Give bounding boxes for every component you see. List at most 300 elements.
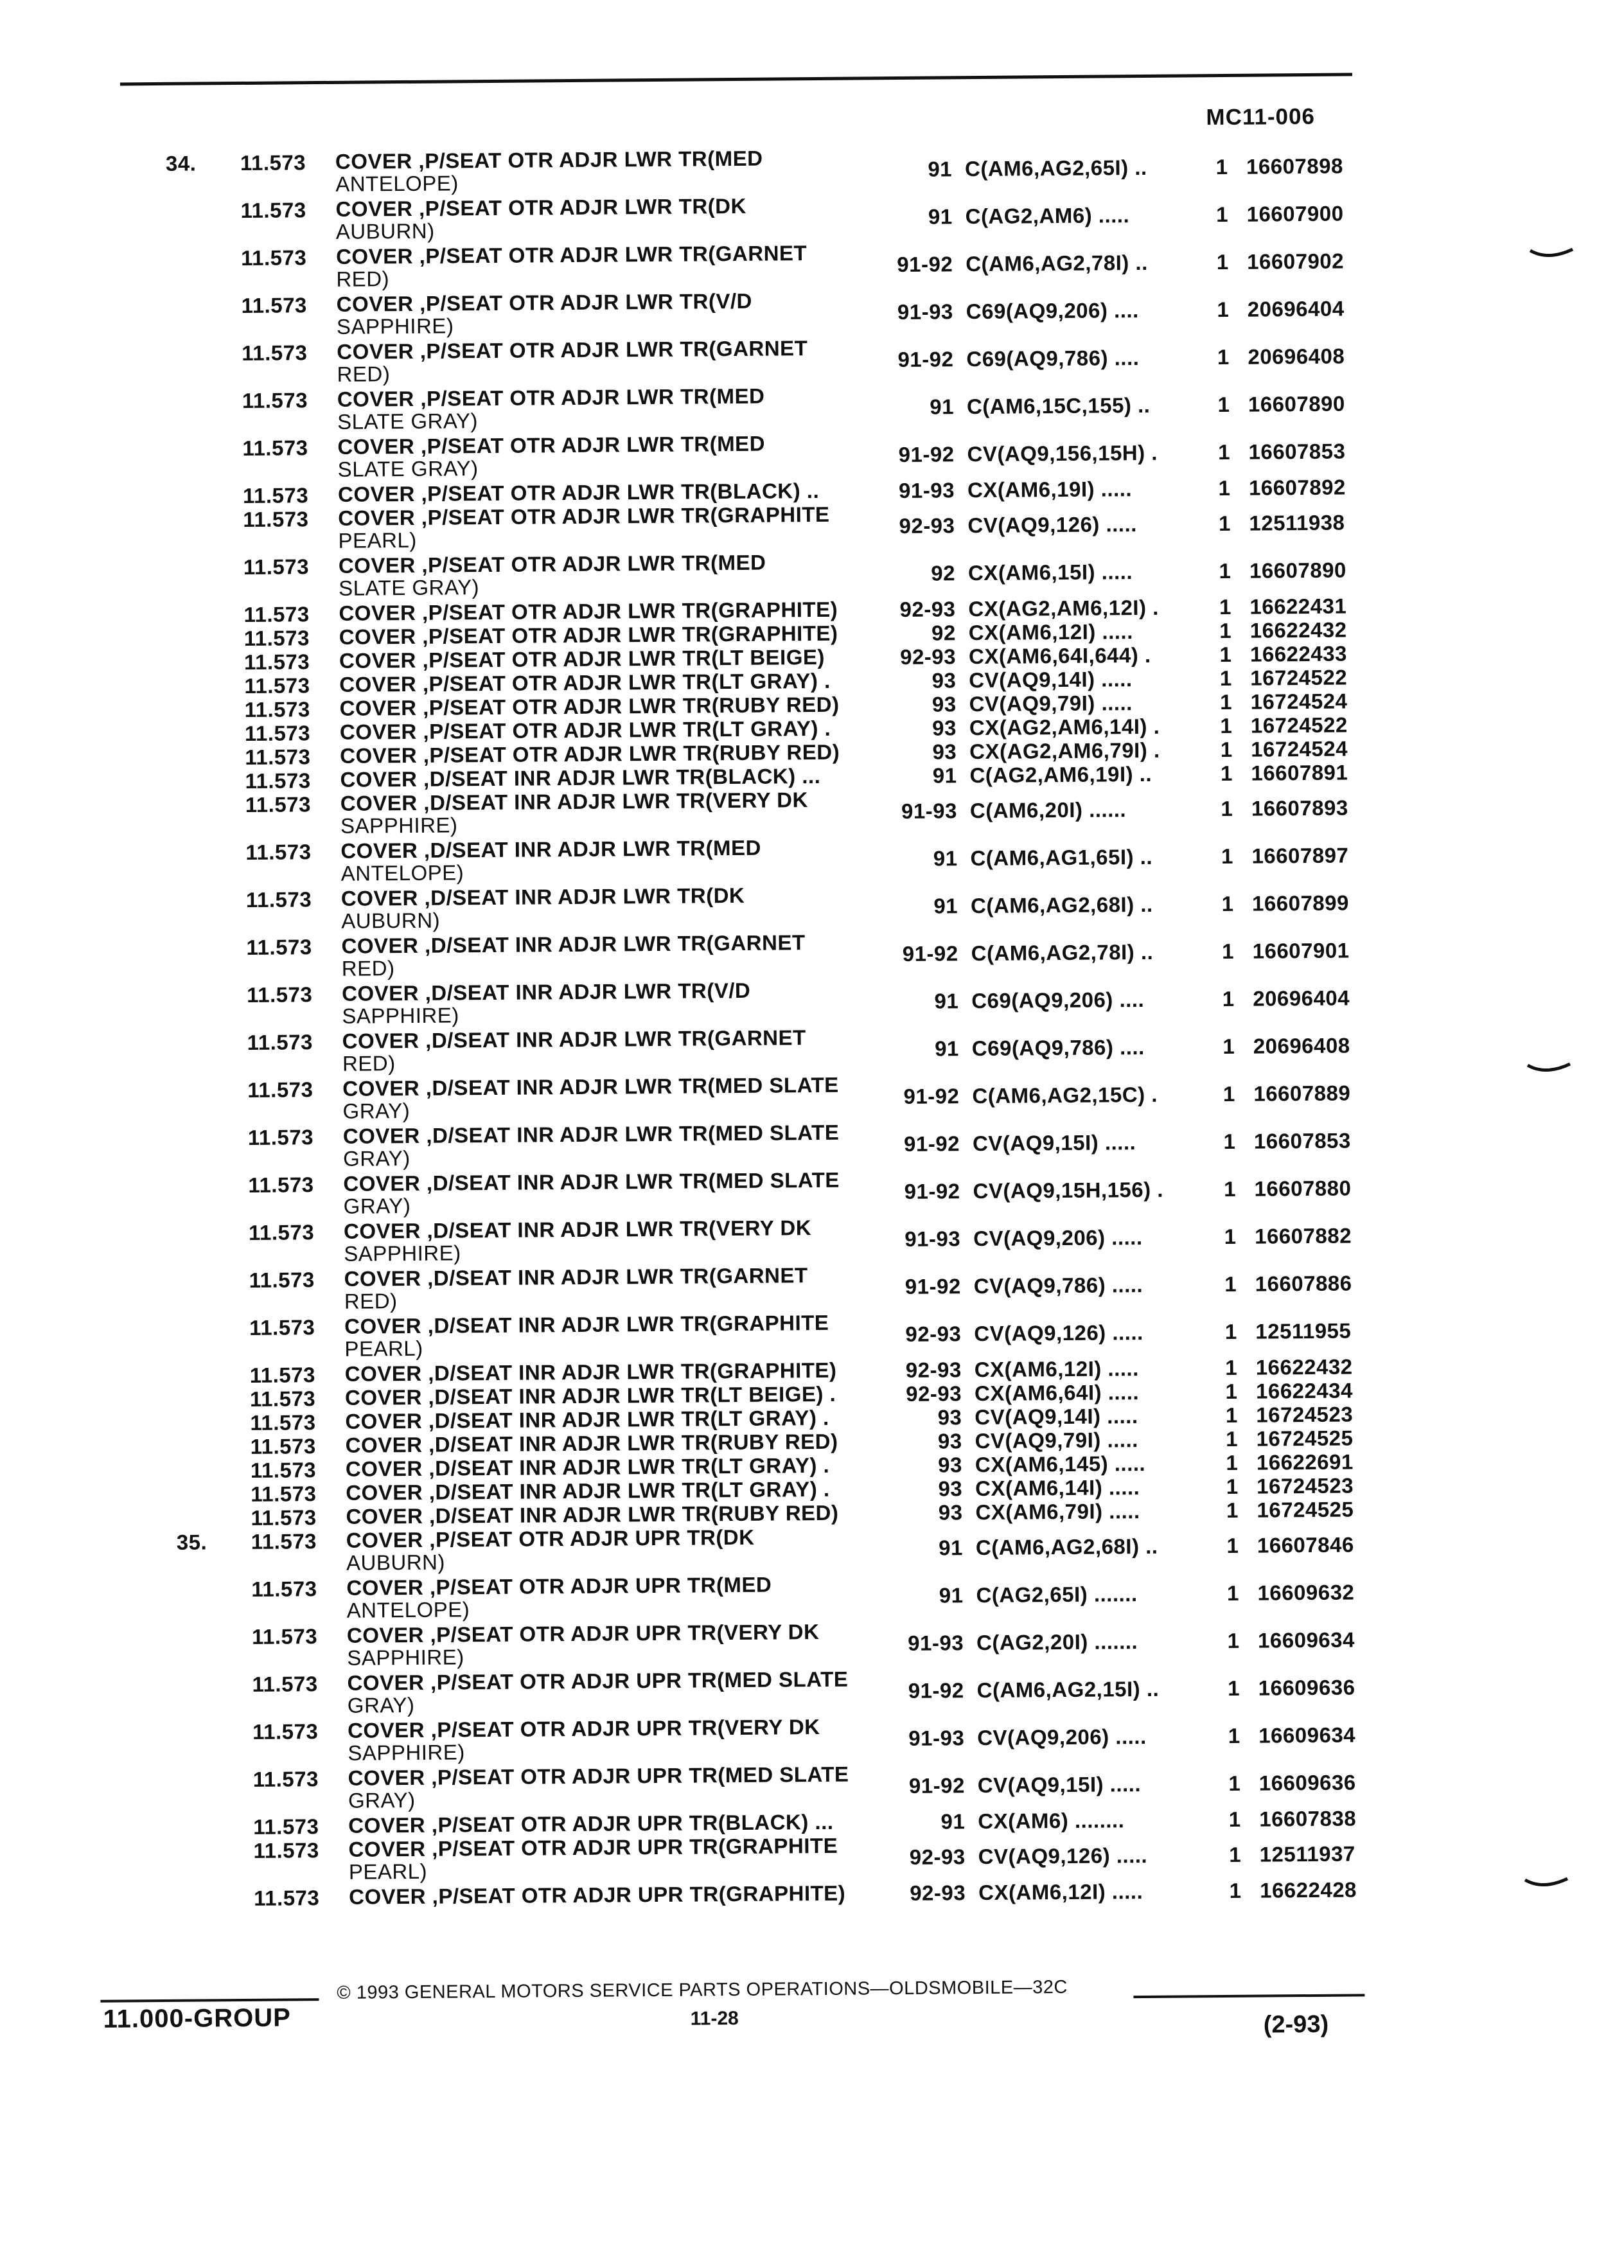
description-line-1: COVER ,P/SEAT OTR ADJR LWR TR(RUBY RED) bbox=[340, 740, 840, 768]
model-year: 91-92 bbox=[908, 1773, 965, 1798]
description-line-1: COVER ,D/SEAT INR ADJR LWR TR(GARNET bbox=[341, 930, 806, 958]
description-line-2: GRAY) bbox=[342, 1146, 410, 1171]
model-usage: CV(AQ9,14I) ..... bbox=[975, 1404, 1138, 1430]
part-description bbox=[339, 693, 866, 719]
model-usage: CV(AQ9,126) ..... bbox=[967, 512, 1137, 538]
description-line-1: COVER ,D/SEAT INR ADJR LWR TR(MED SLATE bbox=[343, 1167, 840, 1196]
part-number: 16724525 bbox=[1256, 1426, 1354, 1451]
quantity: 1 bbox=[1227, 1628, 1240, 1652]
part-number: 16607897 bbox=[1251, 843, 1349, 868]
model-year: 93 bbox=[937, 1405, 962, 1430]
model-usage: CV(AQ9,206) ..... bbox=[977, 1724, 1147, 1750]
part-description bbox=[346, 1525, 874, 1573]
model-year: 91 bbox=[928, 157, 953, 181]
quantity: 1 bbox=[1226, 1533, 1239, 1558]
model-usage: CX(AG2,AM6,14I) . bbox=[969, 714, 1160, 740]
model-year: 93 bbox=[932, 716, 957, 740]
group-number: 11.573 bbox=[251, 1624, 318, 1649]
group-number: 11.573 bbox=[245, 768, 311, 793]
part-number: 16607838 bbox=[1259, 1806, 1357, 1831]
part-description bbox=[346, 1430, 872, 1456]
model-year: 91 bbox=[932, 763, 957, 788]
model-year: 91-92 bbox=[903, 1131, 960, 1156]
part-number: 16607886 bbox=[1255, 1271, 1352, 1296]
part-description bbox=[344, 1263, 871, 1312]
group-number: 11.573 bbox=[243, 602, 310, 626]
model-usage: CX(AM6,64I) ..... bbox=[974, 1380, 1140, 1406]
description-line-1: COVER ,P/SEAT OTR ADJR UPR TR(MED SLATE bbox=[348, 1762, 849, 1790]
quantity: 1 bbox=[1222, 986, 1235, 1011]
part-description bbox=[346, 1453, 872, 1480]
model-year: 91-93 bbox=[908, 1631, 964, 1655]
model-year: 91-92 bbox=[904, 1179, 960, 1203]
group-number: 11.573 bbox=[244, 697, 310, 722]
model-usage: C(AM6,AG2,78I) .. bbox=[966, 250, 1148, 276]
group-number: 11.573 bbox=[253, 1838, 319, 1863]
group-number: 11.573 bbox=[250, 1458, 317, 1482]
part-description bbox=[344, 1311, 872, 1360]
quantity: 1 bbox=[1228, 1807, 1241, 1831]
description-line-2: RED) bbox=[337, 362, 391, 386]
description-line-1: COVER ,D/SEAT INR ADJR LWR TR(MED SLATE bbox=[342, 1072, 839, 1101]
part-description bbox=[343, 1121, 870, 1169]
group-number: 11.573 bbox=[245, 887, 312, 912]
group-number: 11.573 bbox=[240, 150, 306, 175]
part-number: 16607901 bbox=[1252, 938, 1350, 963]
model-year: 91-92 bbox=[905, 1274, 961, 1298]
model-usage: CX(AM6,15I) ..... bbox=[967, 560, 1133, 585]
part-number: 16607899 bbox=[1251, 890, 1350, 916]
part-number: 16609634 bbox=[1258, 1723, 1356, 1748]
model-year: 92-93 bbox=[910, 1881, 966, 1905]
part-description bbox=[339, 621, 866, 648]
part-number: 16724525 bbox=[1257, 1497, 1354, 1522]
model-year: 93 bbox=[931, 668, 957, 693]
part-description bbox=[346, 1572, 874, 1621]
model-year: 93 bbox=[932, 740, 957, 764]
description-line-1: COVER ,D/SEAT INR ADJR LWR TR(DK bbox=[340, 883, 745, 910]
description-line-1: COVER ,P/SEAT OTR ADJR UPR TR(VERY DK bbox=[346, 1619, 820, 1647]
model-usage: C(AG2,65I) ....... bbox=[976, 1582, 1138, 1608]
quantity: 1 bbox=[1226, 1474, 1239, 1499]
description-line-2: RED) bbox=[342, 1051, 396, 1076]
part-number: 16724522 bbox=[1250, 713, 1348, 738]
description-line-1: COVER ,P/SEAT OTR ADJR LWR TR(LT GRAY) . bbox=[339, 668, 831, 696]
part-description bbox=[348, 1762, 876, 1811]
model-usage: CV(AQ9,786) ..... bbox=[973, 1273, 1143, 1298]
model-year: 92-93 bbox=[899, 644, 957, 669]
part-number: 16622432 bbox=[1249, 617, 1347, 642]
model-year: 93 bbox=[938, 1476, 963, 1501]
model-year: 92 bbox=[931, 621, 956, 645]
part-number: 16607882 bbox=[1254, 1223, 1352, 1248]
model-usage: C69(AQ9,206) .... bbox=[966, 298, 1139, 324]
description-line-1: COVER ,D/SEAT INR ADJR LWR TR(MED SLATE bbox=[342, 1120, 840, 1148]
quantity: 1 bbox=[1221, 796, 1233, 821]
description-line-1: COVER ,P/SEAT OTR ADJR LWR TR(MED bbox=[335, 146, 763, 173]
part-number: 16622433 bbox=[1249, 641, 1347, 666]
description-line-2: AUBURN) bbox=[346, 1550, 446, 1575]
reference-number: 35. bbox=[176, 1530, 207, 1554]
part-number: 12511938 bbox=[1249, 510, 1345, 535]
model-usage: CX(AM6,79I) ..... bbox=[975, 1499, 1140, 1525]
group-number: 11.573 bbox=[249, 1363, 316, 1387]
part-number: 16607891 bbox=[1251, 760, 1348, 785]
description-line-2: AUBURN) bbox=[335, 218, 435, 244]
part-number: 16622434 bbox=[1255, 1378, 1353, 1403]
group-number: 11.573 bbox=[251, 1482, 317, 1506]
part-description bbox=[342, 1073, 870, 1122]
model-usage: CV(AQ9,206) ..... bbox=[973, 1225, 1143, 1251]
description-line-1: COVER ,D/SEAT INR ADJR LWR TR(V/D bbox=[341, 978, 751, 1006]
part-number: 16607902 bbox=[1247, 249, 1345, 274]
description-line-2: PEARL) bbox=[348, 1859, 428, 1884]
description-line-2: SAPPHIRE) bbox=[340, 813, 458, 838]
model-year: 91 bbox=[933, 894, 958, 918]
part-number: 16607900 bbox=[1246, 201, 1344, 226]
part-description bbox=[340, 716, 867, 743]
quantity: 1 bbox=[1226, 1426, 1239, 1451]
quantity: 1 bbox=[1222, 1034, 1235, 1059]
part-number: 16607893 bbox=[1251, 795, 1348, 820]
model-usage: CV(AQ9,79I) ..... bbox=[969, 691, 1133, 716]
model-usage: C(AM6,AG2,15I) .. bbox=[976, 1676, 1160, 1703]
model-year: 92-93 bbox=[899, 513, 955, 538]
group-number: 11.573 bbox=[245, 792, 312, 817]
model-year: 92-93 bbox=[909, 1845, 966, 1869]
part-description bbox=[340, 764, 867, 790]
part-description bbox=[337, 431, 865, 480]
part-number: 16622691 bbox=[1256, 1449, 1354, 1475]
model-year: 91-92 bbox=[898, 442, 955, 466]
group-number: 11.573 bbox=[244, 673, 310, 698]
group-number: 11.573 bbox=[249, 1268, 315, 1292]
description-line-2: GRAY) bbox=[348, 1787, 416, 1812]
quantity: 1 bbox=[1222, 939, 1235, 964]
part-description bbox=[337, 336, 864, 385]
description-line-1: COVER ,P/SEAT OTR ADJR LWR TR(V/D bbox=[336, 288, 753, 316]
group-number: 11.573 bbox=[245, 840, 312, 864]
part-description bbox=[346, 1501, 872, 1527]
model-usage: CX(AM6) ........ bbox=[978, 1808, 1125, 1834]
group-number: 11.573 bbox=[251, 1577, 317, 1601]
description-line-1: COVER ,D/SEAT INR ADJR LWR TR(BLACK) ... bbox=[340, 763, 821, 792]
quantity: 1 bbox=[1223, 1176, 1237, 1201]
model-year: 91-93 bbox=[901, 799, 958, 823]
part-number: 20696408 bbox=[1253, 1033, 1350, 1058]
model-usage: C(AM6,20I) ...... bbox=[969, 797, 1127, 823]
part-description bbox=[336, 241, 863, 290]
part-number: 16609632 bbox=[1257, 1580, 1355, 1605]
model-year: 91 bbox=[933, 846, 958, 871]
group-number: 11.573 bbox=[249, 1315, 315, 1340]
description-line-2: RED) bbox=[341, 956, 395, 980]
description-line-1: COVER ,P/SEAT OTR ADJR LWR TR(MED bbox=[338, 550, 766, 578]
margin-tick-mark-1 bbox=[1529, 247, 1574, 266]
part-description bbox=[347, 1667, 874, 1716]
model-year: 92 bbox=[931, 561, 956, 585]
description-line-2: GRAY) bbox=[347, 1692, 415, 1717]
description-line-1: COVER ,P/SEAT OTR ADJR UPR TR(GRAPHITE) bbox=[349, 1881, 846, 1909]
quantity: 1 bbox=[1221, 844, 1234, 869]
group-number: 11.573 bbox=[246, 982, 313, 1007]
quantity: 1 bbox=[1217, 439, 1231, 465]
model-usage: CV(AQ9,15I) ..... bbox=[977, 1772, 1142, 1798]
quantity: 1 bbox=[1219, 642, 1232, 667]
footer-page-number: 11-28 bbox=[690, 2007, 739, 2030]
description-line-1: COVER ,P/SEAT OTR ADJR LWR TR(RUBY RED) bbox=[339, 692, 840, 720]
part-description bbox=[339, 645, 866, 671]
part-number: 16607890 bbox=[1248, 391, 1345, 416]
description-line-1: COVER ,P/SEAT OTR ADJR LWR TR(GRAPHITE) bbox=[339, 597, 838, 625]
description-line-1: COVER ,D/SEAT INR ADJR LWR TR(LT GRAY) . bbox=[346, 1476, 830, 1505]
quantity: 1 bbox=[1224, 1224, 1237, 1249]
group-number: 11.573 bbox=[244, 721, 311, 745]
part-description bbox=[349, 1881, 876, 1908]
parts-list bbox=[1, 140, 1624, 1912]
description-line-1: COVER ,P/SEAT OTR ADJR LWR TR(GARNET bbox=[335, 241, 808, 269]
model-usage: C(AM6,AG2,68I) .. bbox=[970, 892, 1153, 918]
model-usage: C69(AQ9,786) .... bbox=[966, 346, 1140, 371]
part-description bbox=[343, 1168, 870, 1217]
part-number: 12511955 bbox=[1255, 1318, 1352, 1343]
group-number: 11.573 bbox=[254, 1886, 320, 1910]
model-usage: CX(AM6,12I) ..... bbox=[974, 1356, 1139, 1382]
quantity: 1 bbox=[1218, 475, 1231, 501]
model-year: 93 bbox=[937, 1429, 962, 1453]
model-year: 91-93 bbox=[905, 1227, 961, 1251]
model-year: 93 bbox=[931, 692, 957, 716]
part-description bbox=[344, 1216, 871, 1264]
quantity: 1 bbox=[1225, 1355, 1238, 1380]
part-description bbox=[348, 1834, 876, 1883]
description-line-2: SAPPHIRE) bbox=[348, 1740, 465, 1765]
model-usage: CV(AQ9,79I) ..... bbox=[975, 1428, 1138, 1453]
model-usage: CX(AM6,19I) ..... bbox=[967, 477, 1133, 502]
group-number: 11.573 bbox=[243, 507, 309, 531]
description-line-1: COVER ,D/SEAT INR ADJR LWR TR(GARNET bbox=[342, 1025, 806, 1053]
part-number: 20696408 bbox=[1248, 344, 1345, 369]
description-line-1: COVER ,P/SEAT OTR ADJR UPR TR(MED SLATE bbox=[347, 1667, 849, 1695]
description-line-1: COVER ,D/SEAT INR ADJR LWR TR(RUBY RED) bbox=[346, 1500, 839, 1528]
description-line-1: COVER ,P/SEAT OTR ADJR LWR TR(GRAPHITE bbox=[338, 502, 830, 530]
group-number: 11.573 bbox=[247, 1030, 313, 1054]
description-line-1: COVER ,D/SEAT INR ADJR LWR TR(MED bbox=[340, 835, 762, 863]
model-year: 93 bbox=[938, 1500, 963, 1525]
quantity: 1 bbox=[1222, 1081, 1235, 1106]
model-year: 91 bbox=[940, 1809, 966, 1834]
description-line-2: SLATE GRAY) bbox=[337, 456, 479, 481]
part-description bbox=[339, 669, 866, 695]
quantity: 1 bbox=[1226, 1450, 1239, 1475]
description-line-2: ANTELOPE) bbox=[335, 171, 459, 196]
quantity: 1 bbox=[1217, 392, 1230, 417]
part-description bbox=[339, 550, 866, 599]
description-line-2: PEARL) bbox=[338, 527, 417, 553]
part-description bbox=[345, 1382, 872, 1408]
model-usage: CX(AM6,12I) ..... bbox=[968, 619, 1133, 645]
group-number: 11.573 bbox=[240, 245, 307, 270]
quantity: 1 bbox=[1215, 154, 1228, 179]
group-number: 11.573 bbox=[251, 1505, 317, 1530]
model-usage: CX(AM6,64I,644) . bbox=[968, 642, 1151, 669]
part-description bbox=[347, 1620, 874, 1669]
part-number: 12511937 bbox=[1259, 1841, 1355, 1866]
model-usage: CV(AQ9,126) ..... bbox=[974, 1320, 1143, 1346]
group-number: 11.573 bbox=[252, 1767, 319, 1791]
model-year: 92-93 bbox=[905, 1322, 962, 1346]
part-description bbox=[335, 193, 863, 242]
margin-tick-mark-3 bbox=[1524, 1876, 1569, 1895]
footer-group-label: 11.000-GROUP bbox=[103, 2003, 291, 2033]
description-line-1: COVER ,D/SEAT INR ADJR LWR TR(LT GRAY) . bbox=[345, 1405, 829, 1433]
model-usage: CX(AG2,AM6,79I) . bbox=[969, 738, 1160, 764]
part-description bbox=[345, 1406, 872, 1432]
description-line-1: COVER ,P/SEAT OTR ADJR LWR TR(LT GRAY) . bbox=[339, 716, 831, 744]
quantity: 1 bbox=[1223, 1129, 1236, 1154]
part-number: 16609636 bbox=[1258, 1675, 1355, 1700]
part-description bbox=[348, 1810, 875, 1836]
group-number: 11.573 bbox=[242, 341, 308, 365]
description-line-1: COVER ,P/SEAT OTR ADJR UPR TR(VERY DK bbox=[347, 1714, 820, 1742]
part-description bbox=[340, 835, 868, 884]
model-year: 91-92 bbox=[902, 941, 958, 966]
description-line-2: SAPPHIRE) bbox=[342, 1003, 459, 1028]
quantity: 1 bbox=[1224, 1319, 1237, 1344]
group-number: 11.573 bbox=[253, 1814, 319, 1839]
part-number: 16724524 bbox=[1250, 689, 1348, 714]
quantity: 1 bbox=[1226, 1581, 1240, 1606]
model-year: 92-93 bbox=[905, 1381, 962, 1406]
group-number: 11.573 bbox=[247, 1125, 314, 1149]
description-line-1: COVER ,P/SEAT OTR ADJR LWR TR(BLACK) .. bbox=[337, 478, 820, 506]
description-line-1: COVER ,D/SEAT INR ADJR LWR TR(GRAPHITE) bbox=[344, 1358, 837, 1386]
top-rule bbox=[120, 73, 1352, 85]
group-number: 11.573 bbox=[248, 1173, 314, 1197]
model-usage: CX(AM6,145) ..... bbox=[975, 1451, 1146, 1477]
model-year: 91 bbox=[939, 1583, 964, 1608]
model-usage: CX(AG2,AM6,12I) . bbox=[968, 595, 1159, 621]
part-description bbox=[335, 146, 863, 195]
quantity: 1 bbox=[1224, 1271, 1237, 1297]
group-number: 11.573 bbox=[243, 626, 310, 650]
model-usage: CX(AM6,12I) ..... bbox=[978, 1879, 1143, 1905]
group-number: 11.573 bbox=[245, 745, 311, 769]
model-year: 91 bbox=[930, 394, 955, 419]
model-usage: CV(AQ9,15H,156) . bbox=[973, 1177, 1164, 1203]
group-number: 11.573 bbox=[252, 1719, 319, 1744]
description-line-1: COVER ,P/SEAT OTR ADJR LWR TR(DK bbox=[335, 193, 747, 221]
part-description bbox=[348, 1715, 875, 1764]
part-number: 16607846 bbox=[1257, 1532, 1354, 1557]
description-line-2: SAPPHIRE) bbox=[336, 314, 454, 339]
model-usage: C(AM6,AG2,68I) .. bbox=[975, 1534, 1158, 1560]
model-year: 91-92 bbox=[897, 347, 954, 371]
model-usage: CV(AQ9,14I) ..... bbox=[969, 667, 1133, 693]
description-line-2: GRAY) bbox=[342, 1098, 410, 1123]
description-line-1: COVER ,D/SEAT INR ADJR LWR TR(LT BEIGE) . bbox=[344, 1381, 836, 1410]
quantity: 1 bbox=[1217, 344, 1230, 369]
part-number: 16607853 bbox=[1248, 439, 1346, 464]
group-number: 11.573 bbox=[250, 1410, 316, 1435]
quantity: 1 bbox=[1229, 1842, 1242, 1866]
group-number: 11.573 bbox=[243, 650, 310, 674]
description-line-1: COVER ,P/SEAT OTR ADJR LWR TR(LT BEIGE) bbox=[339, 644, 825, 673]
description-line-2: ANTELOPE) bbox=[346, 1597, 470, 1622]
model-usage: C69(AQ9,786) .... bbox=[971, 1034, 1145, 1061]
description-line-2: RED) bbox=[336, 267, 390, 291]
quantity: 1 bbox=[1221, 891, 1234, 916]
part-description bbox=[346, 1477, 872, 1503]
model-year: 92-93 bbox=[905, 1358, 962, 1382]
footer-rule-left bbox=[100, 1998, 319, 2003]
part-number: 16724523 bbox=[1256, 1402, 1354, 1427]
description-line-1: COVER ,P/SEAT OTR ADJR LWR TR(MED bbox=[337, 384, 765, 411]
quantity: 1 bbox=[1219, 618, 1232, 643]
quantity: 1 bbox=[1217, 297, 1230, 322]
group-number: 11.573 bbox=[240, 198, 306, 222]
quantity: 1 bbox=[1225, 1403, 1238, 1428]
group-number: 11.573 bbox=[247, 1077, 313, 1102]
model-year: 91 bbox=[934, 1036, 959, 1061]
group-number: 11.573 bbox=[252, 1672, 318, 1696]
model-usage: CV(AQ9,15I) ..... bbox=[972, 1130, 1136, 1156]
model-usage: C(AM6,AG2,15C) . bbox=[972, 1082, 1158, 1108]
reference-number: 34. bbox=[165, 151, 197, 175]
part-number: 16607880 bbox=[1254, 1176, 1352, 1201]
model-usage: CV(AQ9,126) ..... bbox=[978, 1843, 1148, 1869]
description-line-1: COVER ,P/SEAT OTR ADJR UPR TR(DK bbox=[346, 1525, 755, 1552]
quantity: 1 bbox=[1228, 1676, 1240, 1700]
quantity: 1 bbox=[1220, 737, 1233, 762]
group-number: 11.573 bbox=[242, 388, 308, 412]
model-usage: C69(AQ9,206) .... bbox=[971, 987, 1145, 1013]
model-usage: C(AM6,15C,155) .. bbox=[966, 393, 1151, 419]
model-year: 91-93 bbox=[908, 1726, 965, 1750]
quantity: 1 bbox=[1219, 594, 1232, 619]
model-year: 91-93 bbox=[897, 299, 953, 324]
description-line-1: COVER ,D/SEAT INR ADJR LWR TR(VERY DK bbox=[340, 788, 808, 815]
part-description bbox=[341, 930, 869, 979]
quantity: 1 bbox=[1220, 761, 1233, 786]
part-number: 16609634 bbox=[1257, 1627, 1355, 1652]
quantity: 1 bbox=[1216, 249, 1229, 274]
description-line-2: RED) bbox=[344, 1289, 398, 1313]
part-description bbox=[345, 1358, 872, 1385]
quantity: 1 bbox=[1218, 511, 1231, 536]
quantity: 1 bbox=[1226, 1498, 1239, 1523]
model-usage: C(AG2,AM6) ..... bbox=[965, 203, 1130, 229]
description-line-1: COVER ,P/SEAT OTR ADJR UPR TR(MED bbox=[346, 1572, 772, 1600]
description-line-1: COVER ,D/SEAT INR ADJR LWR TR(RUBY RED) bbox=[345, 1429, 838, 1457]
model-year: 91 bbox=[934, 989, 959, 1013]
part-number: 16622428 bbox=[1259, 1877, 1357, 1902]
description-line-1: COVER ,D/SEAT INR ADJR LWR TR(VERY DK bbox=[343, 1216, 812, 1243]
group-number: 11.573 bbox=[251, 1529, 317, 1554]
description-line-2: SLATE GRAY) bbox=[337, 409, 479, 434]
model-usage: CX(AM6,14I) ..... bbox=[975, 1475, 1140, 1501]
model-usage: C(AM6,AG2,65I) .. bbox=[964, 155, 1147, 181]
part-number: 16607892 bbox=[1248, 475, 1346, 500]
part-description bbox=[337, 384, 865, 432]
part-number: 16609636 bbox=[1258, 1770, 1356, 1795]
model-usage: CV(AQ9,156,15H) . bbox=[967, 440, 1158, 466]
description-line-1: COVER ,P/SEAT OTR ADJR LWR TR(GARNET bbox=[337, 336, 808, 364]
part-description bbox=[337, 288, 864, 337]
group-number: 11.573 bbox=[250, 1434, 316, 1458]
description-line-1: COVER ,P/SEAT OTR ADJR LWR TR(GRAPHITE) bbox=[339, 621, 838, 649]
page-code: MC11-006 bbox=[1206, 103, 1316, 130]
